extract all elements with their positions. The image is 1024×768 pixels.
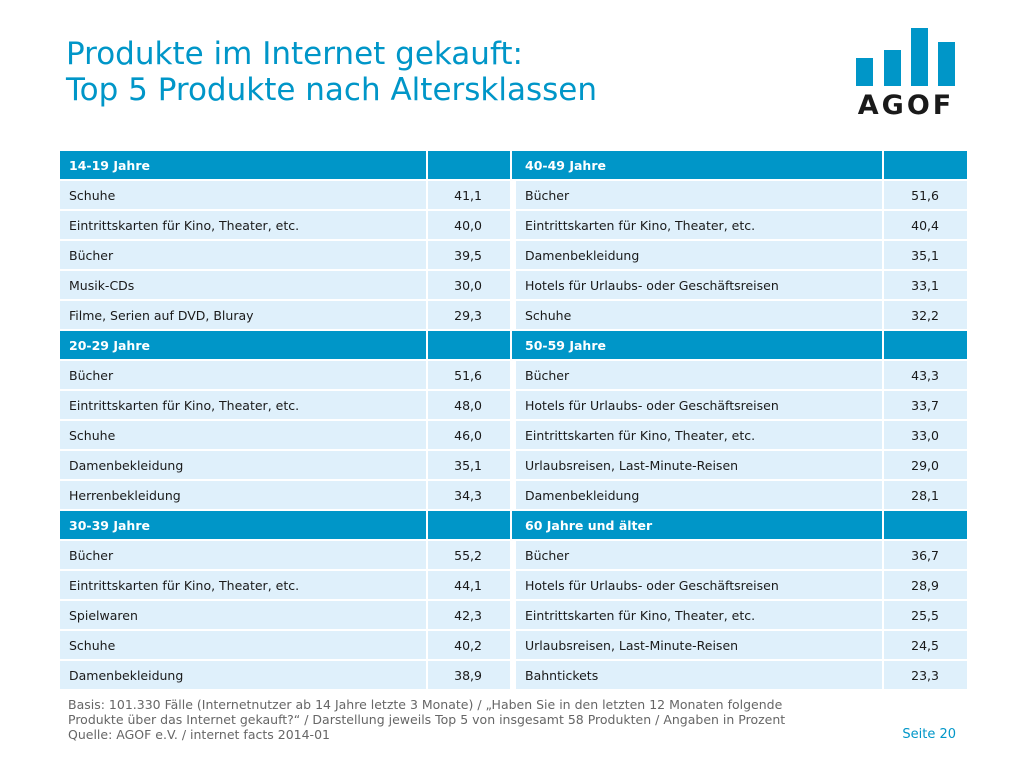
- product-percentage: 30,0: [428, 271, 512, 301]
- product-name: Bücher: [516, 541, 884, 571]
- logo-bar-4: [938, 42, 955, 86]
- age-group-label: 30-39 Jahre: [60, 511, 428, 541]
- table-row: [60, 421, 969, 451]
- table-row: [60, 601, 969, 631]
- age-group-header-row: [60, 151, 969, 181]
- age-group-label: 20-29 Jahre: [60, 331, 428, 361]
- header-value-cell: [884, 331, 969, 361]
- product-name: Eintrittskarten für Kino, Theater, etc.: [60, 211, 428, 241]
- product-name: Urlaubsreisen, Last-Minute-Reisen: [516, 631, 884, 661]
- product-name: Damenbekleidung: [516, 241, 884, 271]
- product-percentage: 39,5: [428, 241, 512, 271]
- age-group-label: 40-49 Jahre: [516, 151, 884, 181]
- product-name: Eintrittskarten für Kino, Theater, etc.: [516, 421, 884, 451]
- product-percentage: 33,7: [884, 391, 969, 421]
- product-percentage: 41,1: [428, 181, 512, 211]
- table-row: [60, 661, 969, 691]
- table-row: [60, 301, 969, 331]
- product-percentage: 28,9: [884, 571, 969, 601]
- table-row: [60, 571, 969, 601]
- table-row: [60, 541, 969, 571]
- product-name: Schuhe: [60, 421, 428, 451]
- product-name: Bücher: [60, 361, 428, 391]
- product-percentage: 24,5: [884, 631, 969, 661]
- header-value-cell: [884, 511, 969, 541]
- product-percentage: 33,0: [884, 421, 969, 451]
- footnote-source: Quelle: AGOF e.V. / internet facts 2014-01: [68, 727, 330, 742]
- product-percentage: 40,2: [428, 631, 512, 661]
- agof-logo: [852, 24, 960, 124]
- product-name: Damenbekleidung: [516, 481, 884, 511]
- product-percentage: 35,1: [428, 451, 512, 481]
- product-name: Filme, Serien auf DVD, Bluray: [60, 301, 428, 331]
- product-percentage: 40,0: [428, 211, 512, 241]
- product-name: Bahntickets: [516, 661, 884, 691]
- title-line-2: Top 5 Produkte nach Altersklassen: [66, 72, 597, 108]
- product-name: Hotels für Urlaubs- oder Geschäftsreisen: [516, 271, 884, 301]
- product-name: Eintrittskarten für Kino, Theater, etc.: [60, 391, 428, 421]
- logo-wordmark: AGOF: [857, 90, 955, 121]
- product-percentage: 51,6: [884, 181, 969, 211]
- logo-bar-3: [911, 28, 928, 86]
- footnote: [68, 697, 848, 742]
- table-row: [60, 481, 969, 511]
- age-group-label: 50-59 Jahre: [516, 331, 884, 361]
- table-row: [60, 241, 969, 271]
- table-row: [60, 181, 969, 211]
- product-name: Schuhe: [60, 181, 428, 211]
- product-name: Bücher: [516, 361, 884, 391]
- product-name: Bücher: [60, 241, 428, 271]
- product-name: Damenbekleidung: [60, 661, 428, 691]
- product-name: Schuhe: [516, 301, 884, 331]
- table-row: [60, 451, 969, 481]
- product-percentage: 32,2: [884, 301, 969, 331]
- header-value-cell: [884, 151, 969, 181]
- product-name: Schuhe: [60, 631, 428, 661]
- age-group-label: 14-19 Jahre: [60, 151, 428, 181]
- product-percentage: 25,5: [884, 601, 969, 631]
- product-name: Bücher: [60, 541, 428, 571]
- footnote-basis-line-2: Produkte über das Internet gekauft?“ / Darstellung jeweils Top 5 von insgesamt 58 Produkten / Angaben in Prozent: [68, 712, 786, 727]
- logo-bar-1: [856, 58, 873, 86]
- product-percentage: 34,3: [428, 481, 512, 511]
- product-percentage: 55,2: [428, 541, 512, 571]
- product-name: Urlaubsreisen, Last-Minute-Reisen: [516, 451, 884, 481]
- top5-products-table: [60, 151, 969, 691]
- product-name: Damenbekleidung: [60, 451, 428, 481]
- header-value-cell: [428, 151, 512, 181]
- product-name: Hotels für Urlaubs- oder Geschäftsreisen: [516, 571, 884, 601]
- table-row: [60, 271, 969, 301]
- product-name: Spielwaren: [60, 601, 428, 631]
- product-name: Herrenbekleidung: [60, 481, 428, 511]
- product-percentage: 36,7: [884, 541, 969, 571]
- product-name: Eintrittskarten für Kino, Theater, etc.: [60, 571, 428, 601]
- product-percentage: 29,3: [428, 301, 512, 331]
- product-percentage: 42,3: [428, 601, 512, 631]
- table-row: [60, 211, 969, 241]
- product-percentage: 44,1: [428, 571, 512, 601]
- table-row: [60, 391, 969, 421]
- product-percentage: 46,0: [428, 421, 512, 451]
- title-line-1: Produkte im Internet gekauft:: [66, 36, 523, 72]
- age-group-header-row: [60, 331, 969, 361]
- logo-bar-2: [884, 50, 901, 86]
- product-name: Musik-CDs: [60, 271, 428, 301]
- product-name: Bücher: [516, 181, 884, 211]
- product-percentage: 43,3: [884, 361, 969, 391]
- product-percentage: 23,3: [884, 661, 969, 691]
- product-percentage: 28,1: [884, 481, 969, 511]
- product-percentage: 35,1: [884, 241, 969, 271]
- product-percentage: 40,4: [884, 211, 969, 241]
- product-name: Eintrittskarten für Kino, Theater, etc.: [516, 211, 884, 241]
- product-percentage: 51,6: [428, 361, 512, 391]
- product-percentage: 33,1: [884, 271, 969, 301]
- product-name: Hotels für Urlaubs- oder Geschäftsreisen: [516, 391, 884, 421]
- footnote-basis-line-1: Basis: 101.330 Fälle (Internetnutzer ab 14 Jahre letzte 3 Monate) / „Haben Sie in den letzten 12 Monaten folgende: [68, 697, 783, 712]
- product-percentage: 48,0: [428, 391, 512, 421]
- product-name: Eintrittskarten für Kino, Theater, etc.: [516, 601, 884, 631]
- page-number: Seite 20: [902, 727, 956, 742]
- age-group-header-row: [60, 511, 969, 541]
- age-group-label: 60 Jahre und älter: [516, 511, 884, 541]
- header-value-cell: [428, 511, 512, 541]
- table-row: [60, 361, 969, 391]
- page-title: [66, 36, 597, 108]
- header-value-cell: [428, 331, 512, 361]
- table-row: [60, 631, 969, 661]
- product-percentage: 29,0: [884, 451, 969, 481]
- product-percentage: 38,9: [428, 661, 512, 691]
